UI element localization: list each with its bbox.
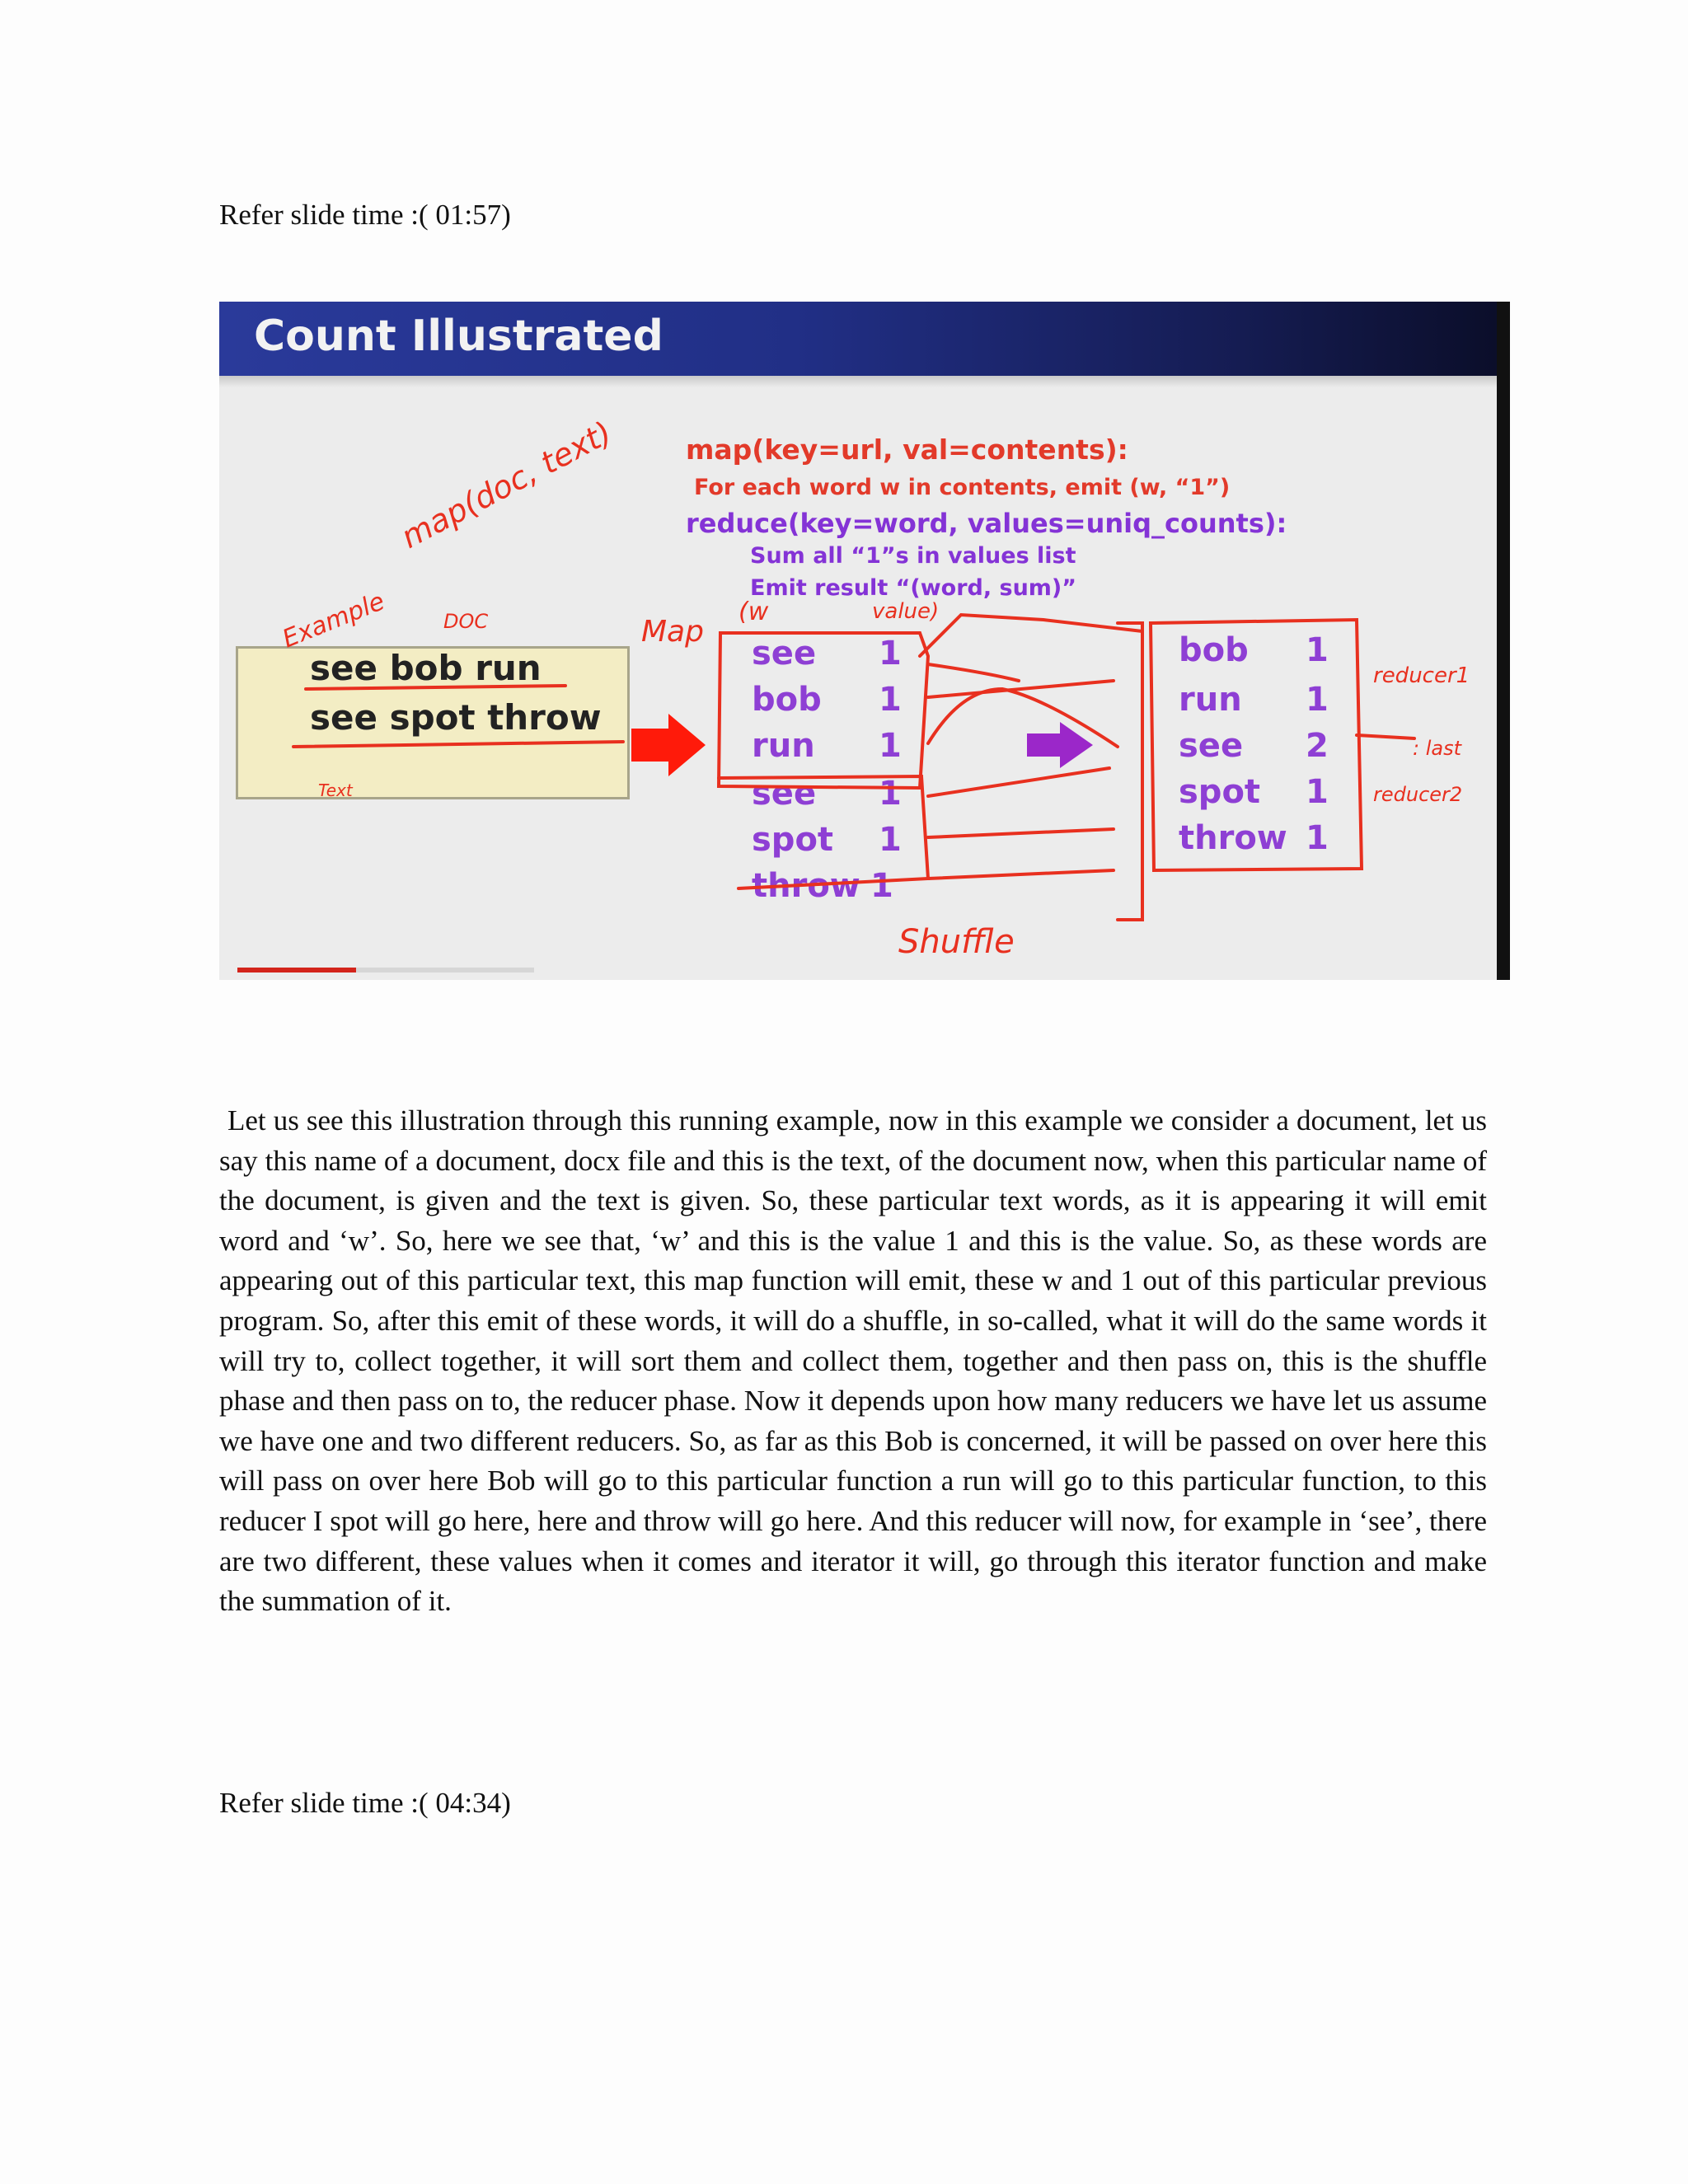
- map-output-count: 1: [879, 775, 902, 813]
- shuffle-arrow: [928, 664, 1019, 681]
- map-group-1-bracket: [719, 633, 928, 788]
- reduce-output-count: 1: [1306, 819, 1329, 857]
- handwritten-example: Example: [278, 587, 389, 654]
- diagram-ink-overlay: [219, 302, 1510, 980]
- reduce-output-count: 1: [1306, 681, 1329, 719]
- reduce-output-box: [1151, 620, 1362, 870]
- map-signature: map(key=url, val=contents):: [686, 434, 1128, 466]
- reduce-output-word: throw: [1179, 819, 1287, 857]
- document-line: see bob run: [310, 648, 542, 688]
- map-output-count: 1: [870, 867, 893, 905]
- handwritten-map-doc-text: map(doc, text): [395, 414, 618, 555]
- document-line: see spot throw: [310, 697, 602, 738]
- reduce-signature: reduce(key=word, values=uniq_counts):: [686, 508, 1287, 539]
- reduce-output-count: 1: [1306, 773, 1329, 811]
- map-group-2-bracket: [719, 776, 928, 888]
- ink-curve: [920, 615, 1142, 656]
- map-output-word: see: [752, 775, 817, 813]
- handwritten-w: (w: [738, 598, 769, 626]
- map-output-word: run: [752, 727, 815, 765]
- reduce-output-word: spot: [1179, 773, 1261, 811]
- map-output-count: 1: [879, 727, 902, 765]
- doc-underline: [306, 686, 565, 689]
- reduce-output-count: 2: [1306, 727, 1329, 765]
- map-output-word: bob: [752, 681, 822, 719]
- video-progress-fill: [237, 968, 356, 972]
- transcript-text: Let us see this illustration through this running example, now in this example we consider a document, let us say this name of a document, docx file and this is the text, of the document now, when this particular name of the document, is given and the text is given. So, these particular text words, as it is appearing it will emit word and ‘w’. So, here we see that, ‘w’ and this is the value 1 and this is the value. So, as these words are appearing out of this particular text, this map function will emit, these w and 1 out of this particular previous program. So, after this emit of these words, it will do a shuffle, in so-called, what it will do the same words it will try to, collect together, it will sort them and collect them, together and then pass on, this is the shuffle phase and then pass on to, the reducer phase. Now it depends upon how many reducers we have let us assume we have one and two different reducers. So, as far as this Bob is concerned, it will be passed on over here this will pass on over here Bob will go to this particular function a run will go to this particular function, to this reducer I spot will go here, here and throw will go here. And this reducer will now, for example in ‘see’, there are two different, these values when it comes and iterator it will, go through this iterator function and make the summation of it.: [219, 1104, 1487, 1618]
- handwritten-shuffle: Shuffle: [898, 923, 1015, 961]
- map-output-word: see: [752, 635, 817, 673]
- reduce-output-word: see: [1179, 727, 1244, 765]
- map-output-count: 1: [879, 821, 902, 859]
- input-to-map-arrow: [631, 714, 706, 776]
- handwritten-doc: DOC: [443, 610, 489, 633]
- shuffle-arrow: [928, 768, 1109, 796]
- shuffle-bracket: [1118, 623, 1142, 920]
- lecture-slide-screenshot: [219, 302, 1510, 980]
- handwritten-last: : last: [1413, 737, 1462, 760]
- map-output-word: throw: [752, 867, 860, 905]
- reduce-body-sum: Sum all “1”s in values list: [750, 543, 1076, 569]
- reduce-output-word: bob: [1179, 631, 1249, 669]
- handwritten-reducer1: reducer1: [1373, 663, 1470, 688]
- map-body: For each word w in contents, emit (w, “1”): [694, 475, 1231, 500]
- doc-underline: [293, 742, 623, 747]
- map-output-word: spot: [752, 821, 834, 859]
- shuffle-arrow: [928, 870, 1114, 879]
- transcript-paragraph: [219, 1101, 1487, 1622]
- shuffle-arrow: [928, 829, 1114, 837]
- slide-title: Count Illustrated: [254, 312, 663, 361]
- reduce-body-emit: Emit result “(word, sum)”: [750, 575, 1077, 601]
- handwritten-reducer2: reducer2: [1373, 783, 1463, 806]
- handwritten-value: value): [872, 599, 940, 624]
- handwritten-map: Map: [641, 615, 704, 649]
- shuffle-arrow: [928, 689, 1118, 747]
- reducer-divider: [1357, 735, 1414, 738]
- shuffle-to-reduce-arrow: [1027, 722, 1093, 768]
- slide-time-reference-top: Refer slide time :( 01:57): [219, 199, 511, 231]
- slide-time-reference-bottom: Refer slide time :( 04:34): [219, 1787, 511, 1819]
- handwritten-text: Text: [318, 780, 353, 800]
- reduce-output-word: run: [1179, 681, 1242, 719]
- map-output-count: 1: [879, 635, 902, 673]
- reduce-output-count: 1: [1306, 631, 1329, 669]
- map-output-count: 1: [879, 681, 902, 719]
